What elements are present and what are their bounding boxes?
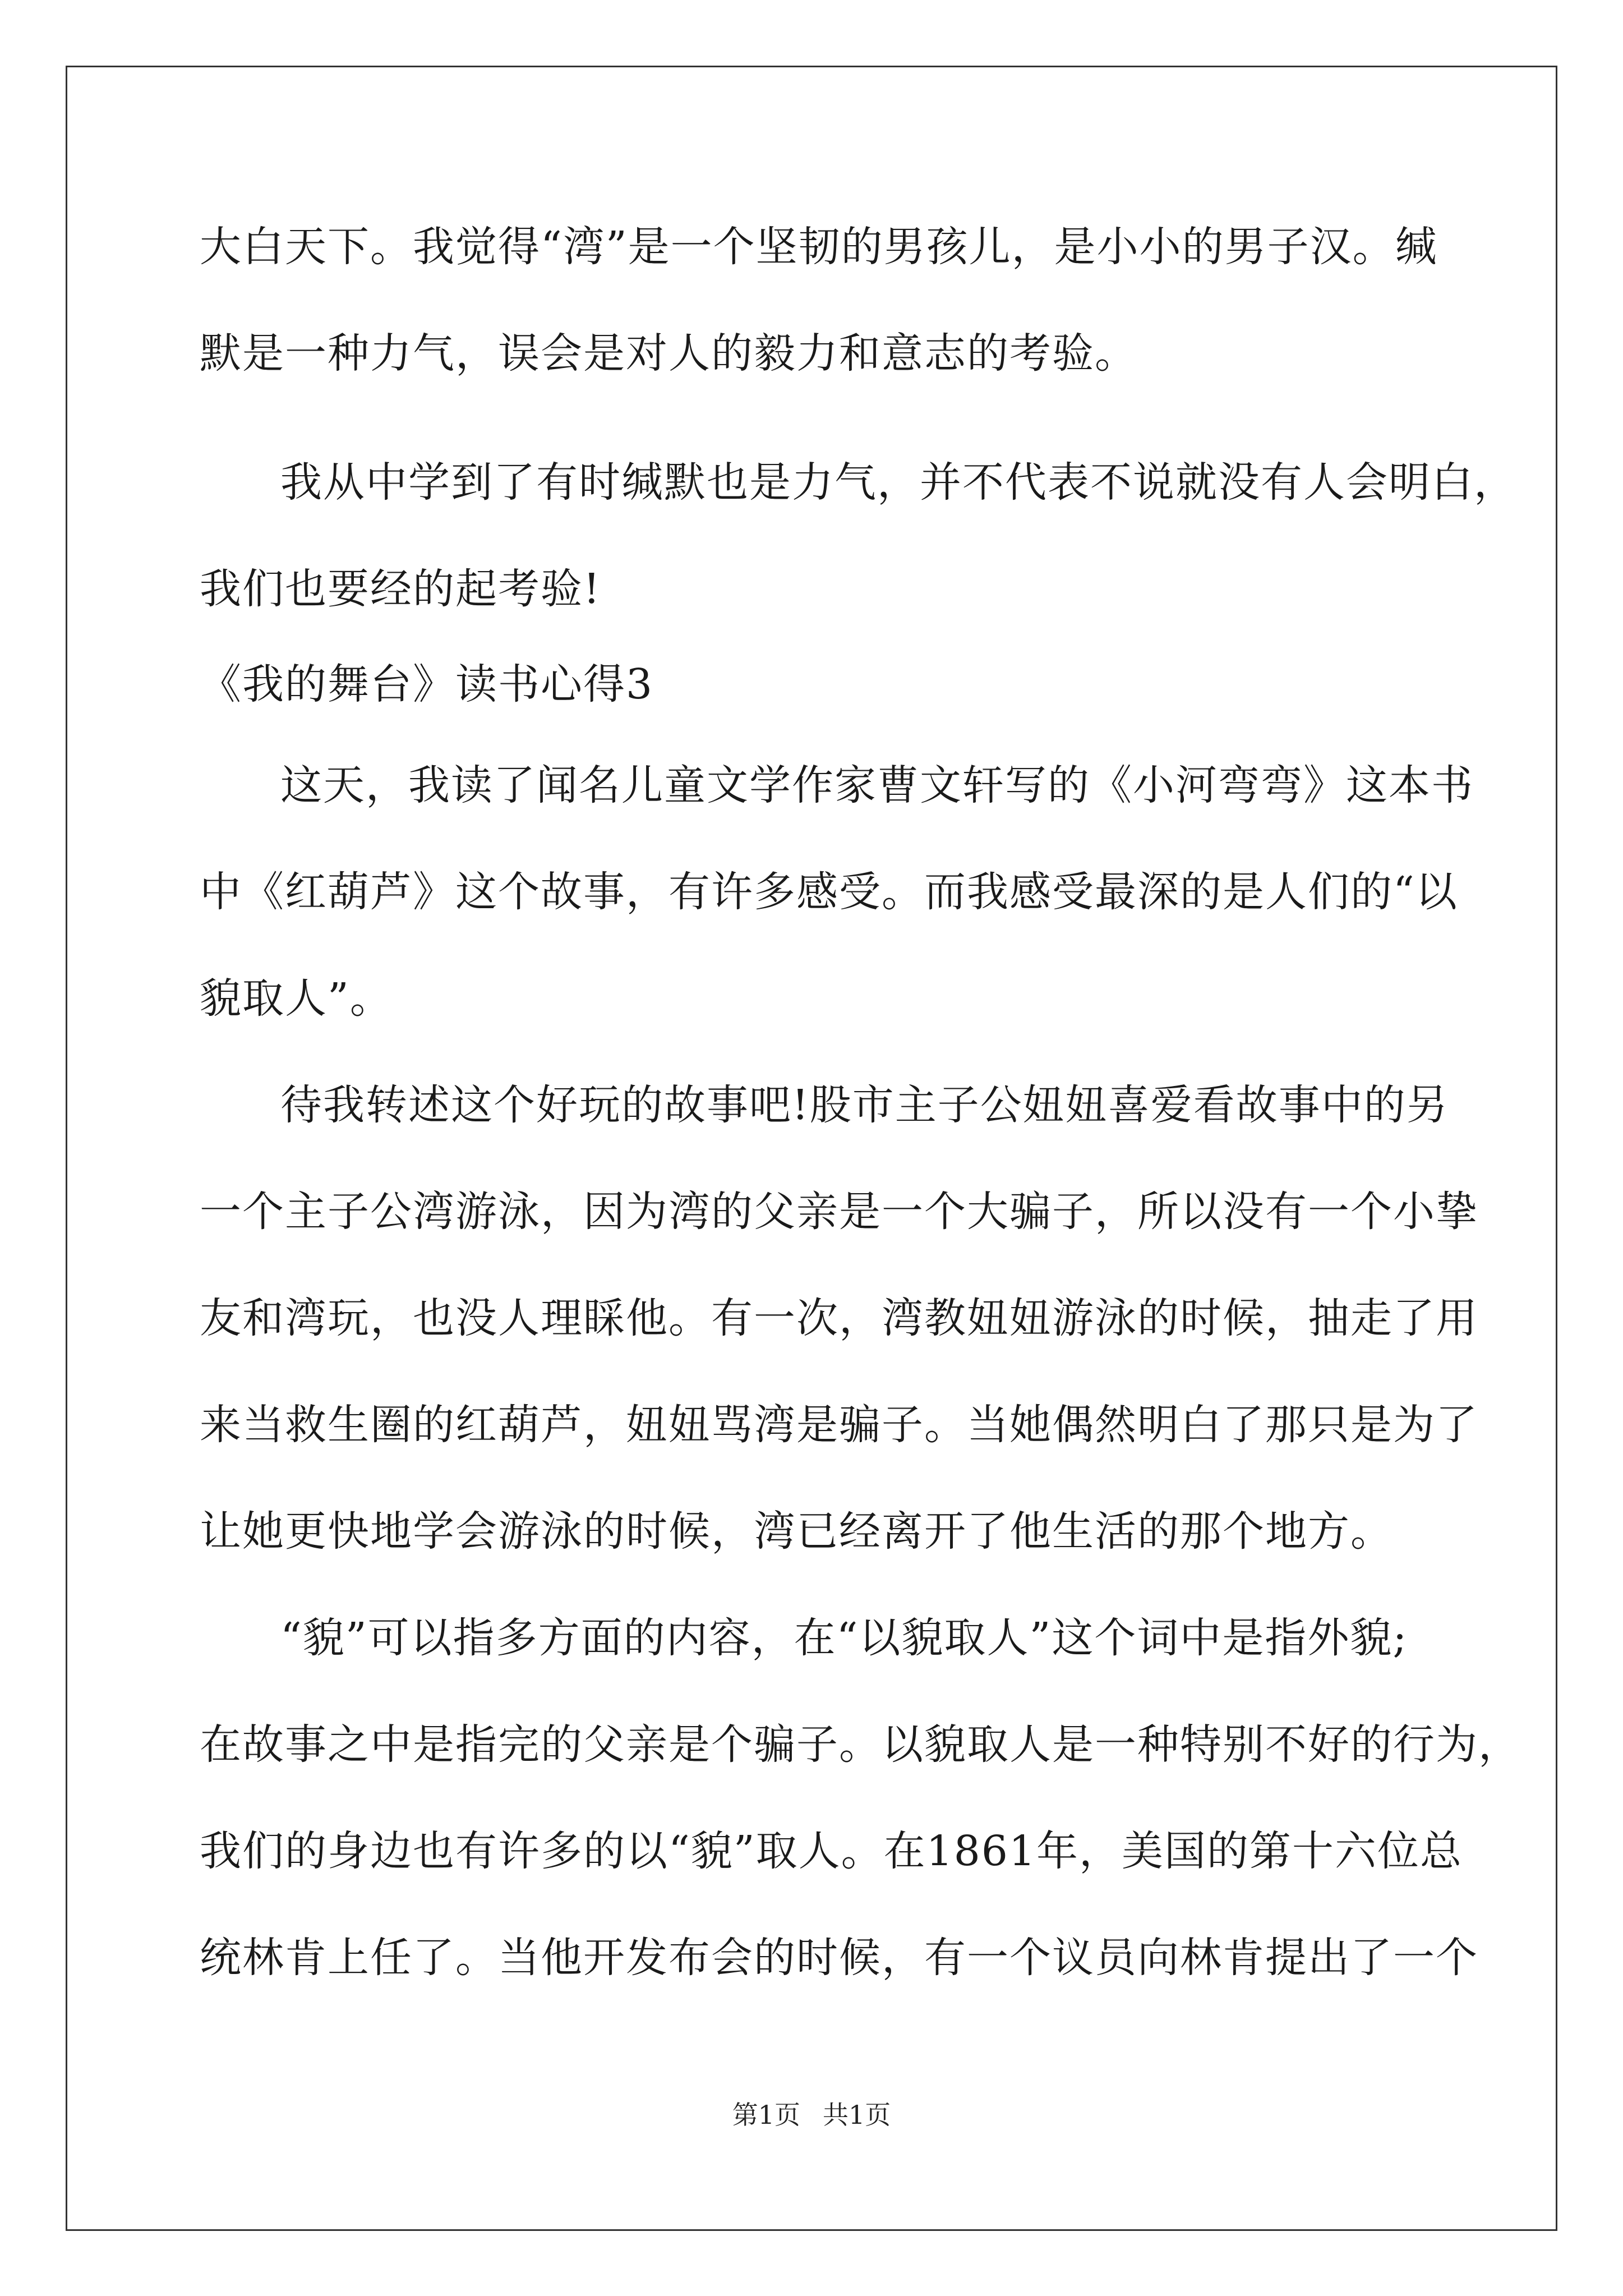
text-line-7: 貌取人”。 [200,974,393,1023]
text-line-5: 这天，我读了闻名儿童文学作家曹文轩写的《小河弯弯》这本书 [280,761,1474,809]
text-line-14: 在故事之中是指完的父亲是个骗子。以貌取人是一种特别不好的行为， [200,1720,1521,1769]
text-line-16: 统林肯上任了。当他开发布会的时候，有一个议员向林肯提出了一个 [200,1934,1478,1982]
page-number: 第1页 [732,2100,800,2130]
text-line-11: 来当救生圈的红葫芦，妞妞骂湾是骗子。当她偶然明白了那只是为了 [200,1401,1478,1449]
text-line-9: 一个主子公湾游泳，因为湾的父亲是一个大骗子，所以没有一个小挚 [200,1188,1478,1236]
text-line-10: 友和湾玩，也没人理睬他。有一次，湾教妞妞游泳的时候，抽走了用 [200,1294,1478,1342]
page-border [66,66,1557,2231]
text-line-13: “貌”可以指多方面的内容，在“以貌取人”这个词中是指外貌; [280,1614,1408,1662]
text-line-15: 我们的身边也有许多的以“貌”取人。在1861年，美国的第十六位总 [200,1827,1463,1875]
text-line-8: 待我转述这个好玩的故事吧!股市主子公妞妞喜爱看故事中的另 [280,1081,1449,1129]
text-line-3: 我从中学到了有时缄默也是力气，并不代表不说就没有人会明白， [280,458,1516,507]
page-footer [0,2098,1623,2132]
text-line-12: 让她更快地学会游泳的时候，湾已经离开了他生活的那个地方。 [200,1507,1393,1556]
text-line-6: 中《红葫芦》这个故事，有许多感受。而我感受最深的是人们的“以 [200,868,1458,916]
page-total: 共1页 [823,2100,891,2130]
text-line-1: 大白天下。我觉得“湾”是一个坚韧的男孩儿，是小小的男子汉。缄 [200,223,1438,271]
text-line-4: 我们也要经的起考验! [200,565,601,613]
text-line-2: 默是一种力气，误会是对人的毅力和意志的考验。 [200,329,1137,378]
section-title: 《我的舞台》读书心得3 [200,660,654,708]
